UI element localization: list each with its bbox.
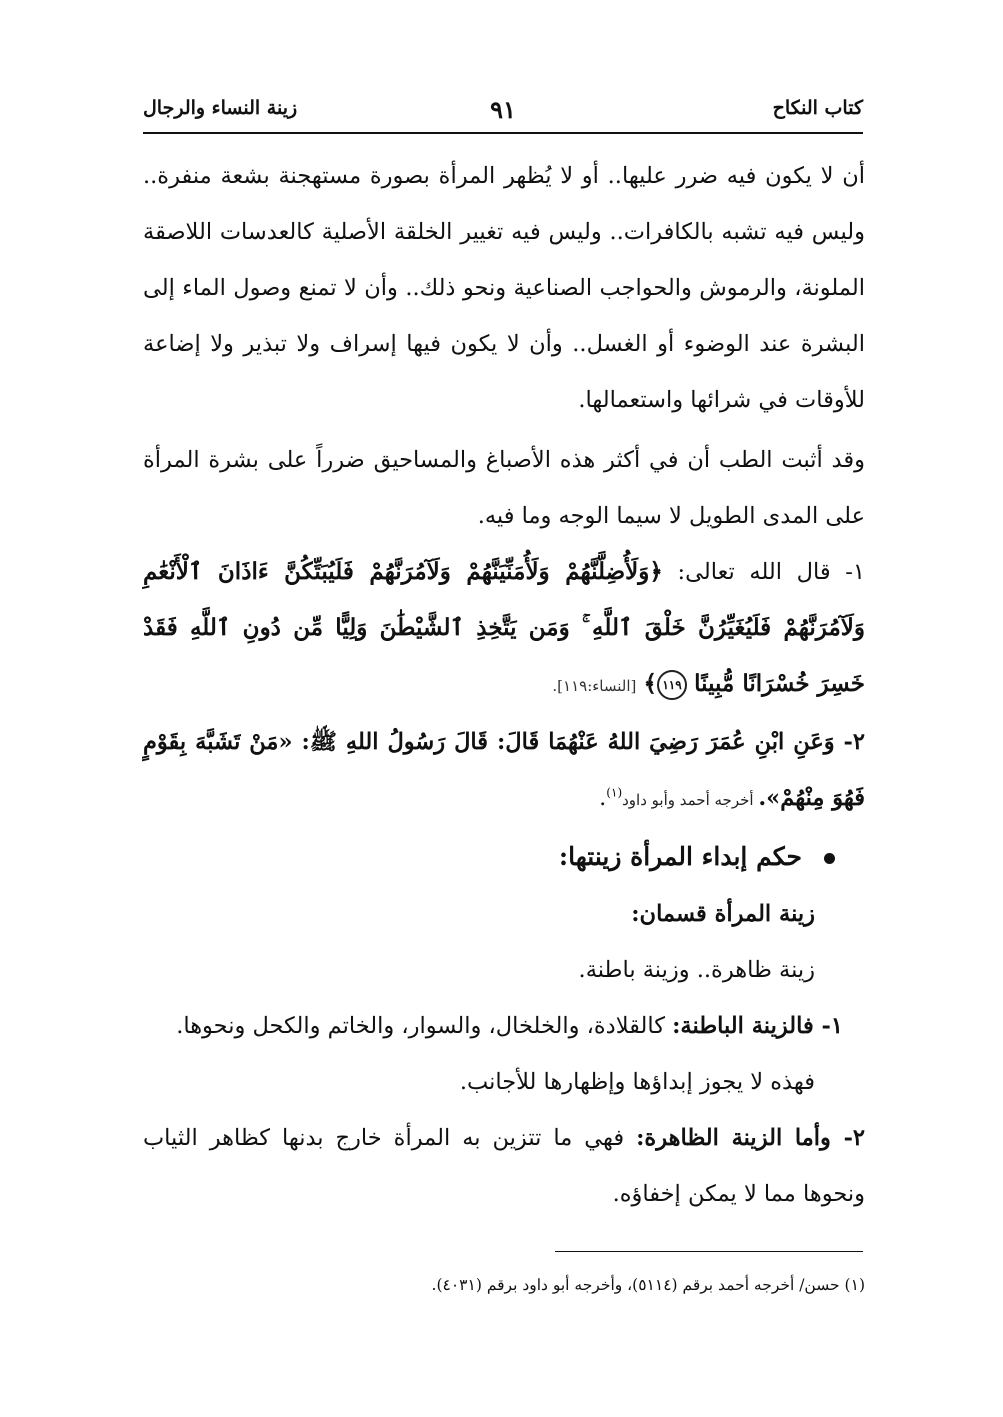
hadith-source: أخرجه أحمد وأبو داود: [622, 791, 759, 809]
point-2: [143, 1110, 865, 1222]
book-title: كتاب النكاح: [772, 97, 863, 119]
paragraph-medical: وقد أثبت الطب أن في أكثر هذه الأصباغ والمساحيق ضرراً على بشرة المرأة على المدى الطويل لا سيما الوجه وما فيه.: [143, 447, 865, 529]
page-number: ٩١: [490, 95, 516, 124]
zinah-types: زينة ظاهرة.. وزينة باطنة.: [578, 957, 815, 983]
evidence-item-2: [143, 714, 865, 828]
item-1-prefix: ١- قال الله تعالى:: [662, 559, 865, 585]
running-header: [143, 97, 863, 131]
bullet-icon: [824, 853, 835, 864]
surah-reference: [النساء:١١٩].: [552, 677, 637, 695]
point-2-text: فهي ما تتزين به المرأة خارج بدنها كظاهر الثياب ونحوها مما لا يمكن إخفاؤه.: [143, 1125, 865, 1207]
hadith-text: ٢- وَعَنِ ابْنِ عُمَرَ رَضِيَ اللهُ عَنْهُمَا قَالَ: قَالَ رَسُولُ اللهِ ﷺ: «مَنْ تَشَبَّهَ بِقَوْمٍ فَهُوَ مِنْهُمْ».: [143, 729, 865, 811]
quran-verse: ﴿وَلَأُضِلَّنَّهُمْ وَلَأُمَنِّيَنَّهُمْ وَلَآمُرَنَّهُمْ فَلَيُبَتِّكُنَّ ءَاذَانَ ٱلْأَنْعَٰمِ وَلَآمُرَنَّهُمْ فَلَيُغَيِّرُنَّ خَلْقَ ٱللَّهِ ۚ وَمَن يَتَّخِذِ ٱلشَّيْطَٰنَ وَلِيًّا مِّن دُونِ ٱللَّهِ فَقَدْ خَسِرَ خُسْرَانًا مُّبِينًا: [143, 558, 865, 697]
hadith-end: .: [599, 785, 607, 811]
paragraph-conditions: أن لا يكون فيه ضرر عليها.. أو لا يُظهر المرأة بصورة مستهجنة بشعة منفرة.. وليس فيه تشبه بالكافرات.. وليس فيه تغيير الخلقة الأصلية كالعدسات اللاصقة الملونة، والرموش والحواجب الصناعية ونحو ذلك.. وأن لا تمنع وصول الماء إلى البشرة عند الوضوء أو الغسل.. وأن لا يكون فيها إسراف ولا تبذير ولا إضاعة للأوقات في شرائها واستعمالها.: [143, 163, 865, 413]
header-rule: [143, 132, 863, 134]
evidence-item-1: [143, 544, 865, 714]
section-heading: [143, 828, 835, 886]
aya-number-marker: ١١٩: [657, 670, 687, 700]
page-body: [143, 148, 865, 1222]
quran-close-bracket: ﴾: [643, 670, 658, 697]
point-1-text: كالقلادة، والخلخال، والسوار، والخاتم والكحل ونحوها.: [176, 1013, 673, 1039]
footnote: (١) حسن/ أخرجه أحمد برقم (٥١١٤)، وأخرجه أبو داود برقم (٤٠٣١).: [431, 1276, 865, 1294]
subheading: زينة المرأة قسمان:: [631, 901, 815, 927]
heading-text: حكم إبداء المرأة زينتها:: [558, 842, 802, 871]
point-2-label: ٢- وأما الزينة الظاهرة:: [636, 1125, 865, 1151]
footnote-rule: [555, 1251, 863, 1252]
point-1-note: فهذه لا يجوز إبداؤها وإظهارها للأجانب.: [459, 1069, 815, 1095]
footnote-marker: (١): [606, 785, 623, 800]
point-1: [143, 998, 843, 1054]
point-1-label: ١- فالزينة الباطنة:: [672, 1013, 843, 1039]
section-title: زينة النساء والرجال: [143, 97, 298, 119]
